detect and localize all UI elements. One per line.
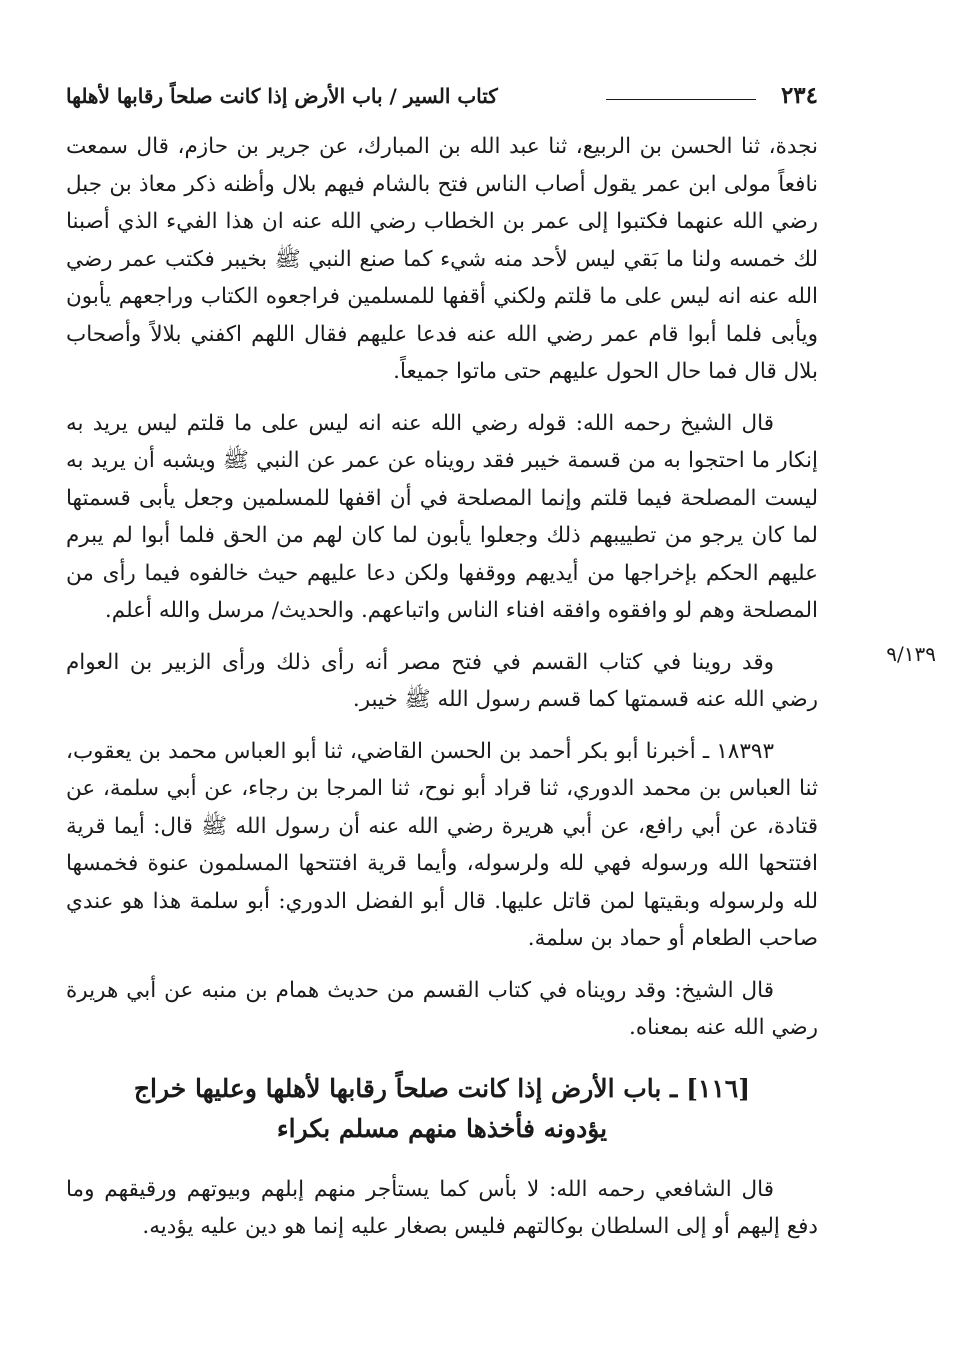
page-number: ٢٣٤ (780, 82, 818, 109)
body-text (66, 128, 818, 1260)
paragraph-1: نجدة، ثنا الحسن بن الربيع، ثنا عبد الله بن المبارك، عن جرير بن حازم، قال سمعت نافعاً مولى ابن عمر يقول أصاب الناس فتح بالشام فيهم بلال وأظنه ذكر معاذ بن جبل رضي الله عنهما فكتبوا إلى عمر بن الخطاب رضي الله عنه ان هذا الفيء الذي أصبنا لك خمسه ولنا ما بَقي ليس لأحد منه شيء كما صنع النبي ﷺ بخيبر فكتب عمر رضي الله عنه انه ليس على ما قلتم ولكني أقفها للمسلمين فراجعوه الكتاب وراجعهم يأبون ويأبى فلما أبوا قام عمر رضي الله عنه فدعا عليهم فقال اللهم اكفني بلالاً وأصحاب بلال قال فما حال الحول عليهم حتى ماتوا جميعاً. (66, 134, 818, 384)
chapter-heading: [١١٦] ـ باب الأرض إذا كانت صلحاً رقابها لأهلها وعليها خراج يؤدونه فأخذها منهم مسلم بكراء (133, 1073, 751, 1143)
paragraph-5: قال الشيخ: وقد رويناه في كتاب القسم من حديث همام بن منبه عن أبي هريرة رضي الله عنه بمعناه. (66, 977, 818, 1040)
margin-reference: ٩/١٣٩ (886, 642, 936, 666)
running-header (66, 78, 818, 114)
paragraph-3: وقد روينا في كتاب القسم في فتح مصر أنه رأى ذلك ورأى الزبير بن العوام رضي الله عنه قسمتها كما قسم رسول الله ﷺ خيبر. (66, 649, 818, 712)
paragraph-2: قال الشيخ رحمه الله: قوله رضي الله عنه انه ليس على ما قلتم ليس يريد به إنكار ما احتجوا به من قسمة خيبر فقد رويناه عن عمر عن النبي ﷺ ويشبه أن يريد به ليست المصلحة فيما قلتم وإنما المصلحة في أن اقفها للمسلمين وجعل يأبى قسمتها لما كان يرجو من تطييبهم ذلك وجعلوا يأبون لما كان لهم من الحق فلما أبوا لم يبرم عليهم الحكم بإخراجها من أيديهم ووقفها ولكن دعا عليهم حيث خالفوه فيما رأى من المصلحة وهم لو وافقوه وافقه افناء الناس واتباعهم. والحديث/ مرسل والله أعلم. (66, 410, 818, 623)
paragraph-4: ١٨٣٩٣ ـ أخبرنا أبو بكر أحمد بن الحسن القاضي، ثنا أبو العباس محمد بن يعقوب، ثنا العباس بن محمد الدوري، ثنا قراد أبو نوح، ثنا المرجا بن رجاء، عن أبي سلمة، عن قتادة، عن أبي رافع، عن أبي هريرة رضي الله عنه أن رسول الله ﷺ قال: أيما قرية افتتحها الله ورسوله فهي لله ولرسوله، وأيما قرية افتتحها المسلمون عنوة فخمسها لله ولرسوله وبقيتها لمن قاتل عليها. قال أبو الفضل الدوري: أبو سلمة هذا هو عندي صاحب الطعام أو حماد بن سلمة. (66, 738, 818, 951)
running-title: كتاب السير / باب الأرض إذا كانت صلحاً رقابها لأهلها (66, 84, 498, 108)
header-rule (606, 99, 756, 100)
final-paragraph: قال الشافعي رحمه الله: لا بأس كما يستأجر منهم إبلهم وبيوتهم ورقيقهم وما دفع إليهم أو إلى السلطان بوكالتهم فليس بصغار عليه إنما هو دين عليه يؤديه. (66, 1176, 818, 1239)
